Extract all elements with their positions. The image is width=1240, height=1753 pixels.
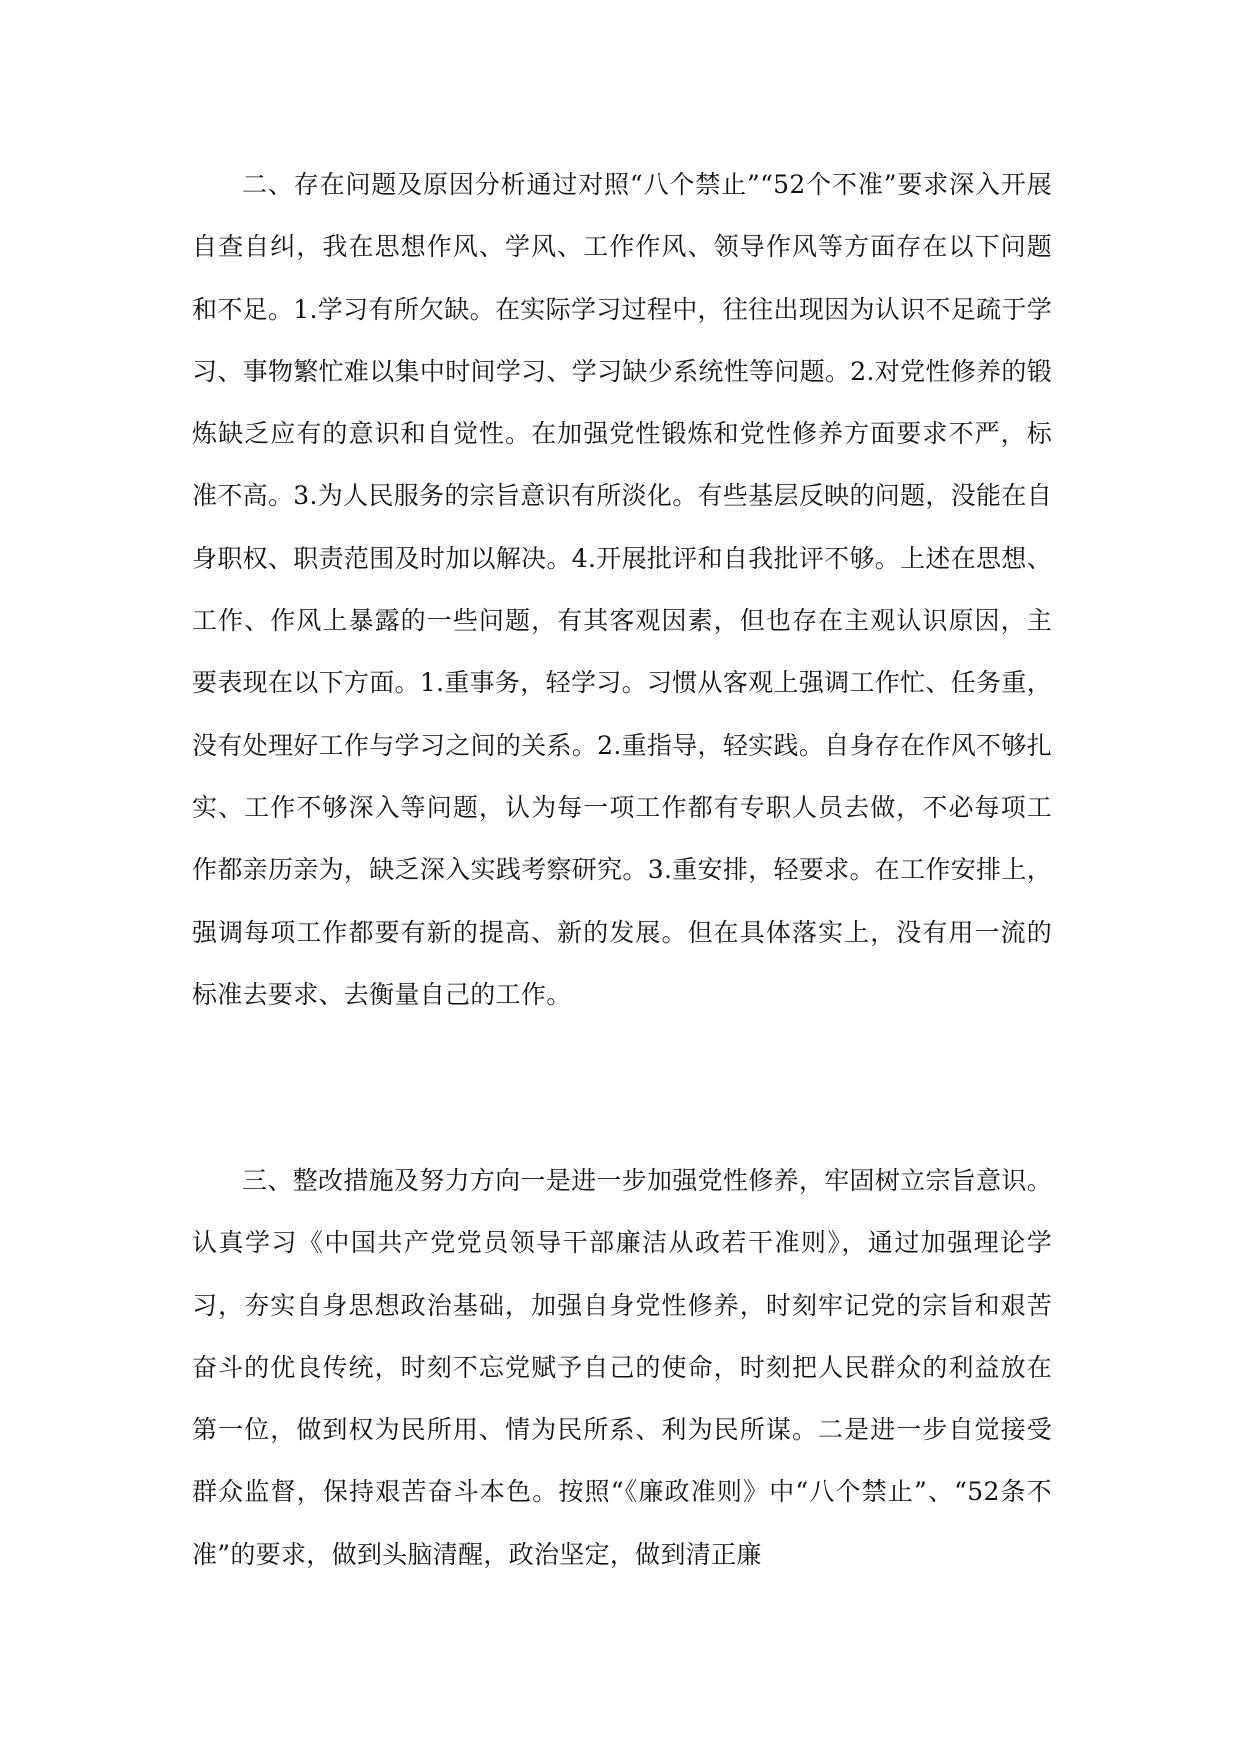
paragraph-problems-analysis: 二、存在问题及原因分析通过对照“八个禁止”“52个不准”要求深入开展自查自纠，我在思想作风、学风、工作作风、领导作风等方面存在以下问题和不足。1.学习有所欠缺。在实际学习过程中，往往出现因为认识不足疏于学习、事物繁忙难以集中时间学习、学习缺少系统性等问题。2.对党性修养的锻炼缺乏应有的意识和自觉性。在加强党性锻炼和党性修养方面要求不严，标准不高。3.为人民服务的宗旨意识有所淡化。有些基层反映的问题，没能在自身职权、职责范围及时加以解决。4.开展批评和自我批评不够。上述在思想、工作、作风上暴露的一些问题，有其客观因素，但也存在主观认识原因，主要表现在以下方面。1.重事务，轻学习。习惯从客观上强调工作忙、任务重，没有处理好工作与学习之间的关系。2.重指导，轻实践。自身存在作风不够扎实、工作不够深入等问题，认为每一项工作都有专职人员去做，不必每项工作都亲历亲为，缺乏深入实践考察研究。3.重安排，轻要求。在工作安排上，强调每项工作都要有新的提高、新的发展。但在具体落实上，没有用一流的标准去要求、去衡量自己的工作。 bbox=[192, 170, 1052, 1009]
paragraph-rectification-measures: 三、整改措施及努力方向一是进一步加强党性修养，牢固树立宗旨意识。认真学习《中国共产党党员领导干部廉洁从政若干准则》，通过加强理论学习，夯实自身思想政治基础，加强自身党性修养，时刻牢记党的宗旨和艰苦奋斗的优良传统，时刻不忘党赋予自己的使命，时刻把人民群众的利益放在第一位，做到权为民所用、情为民所系、利为民所谋。二是进一步自觉接受群众监督，保持艰苦奋斗本色。按照“《廉政准则》中“八个禁止”、“52条不准”的要求，做到头脑清醒，政治坚定，做到清正廉 bbox=[192, 1166, 1052, 1569]
